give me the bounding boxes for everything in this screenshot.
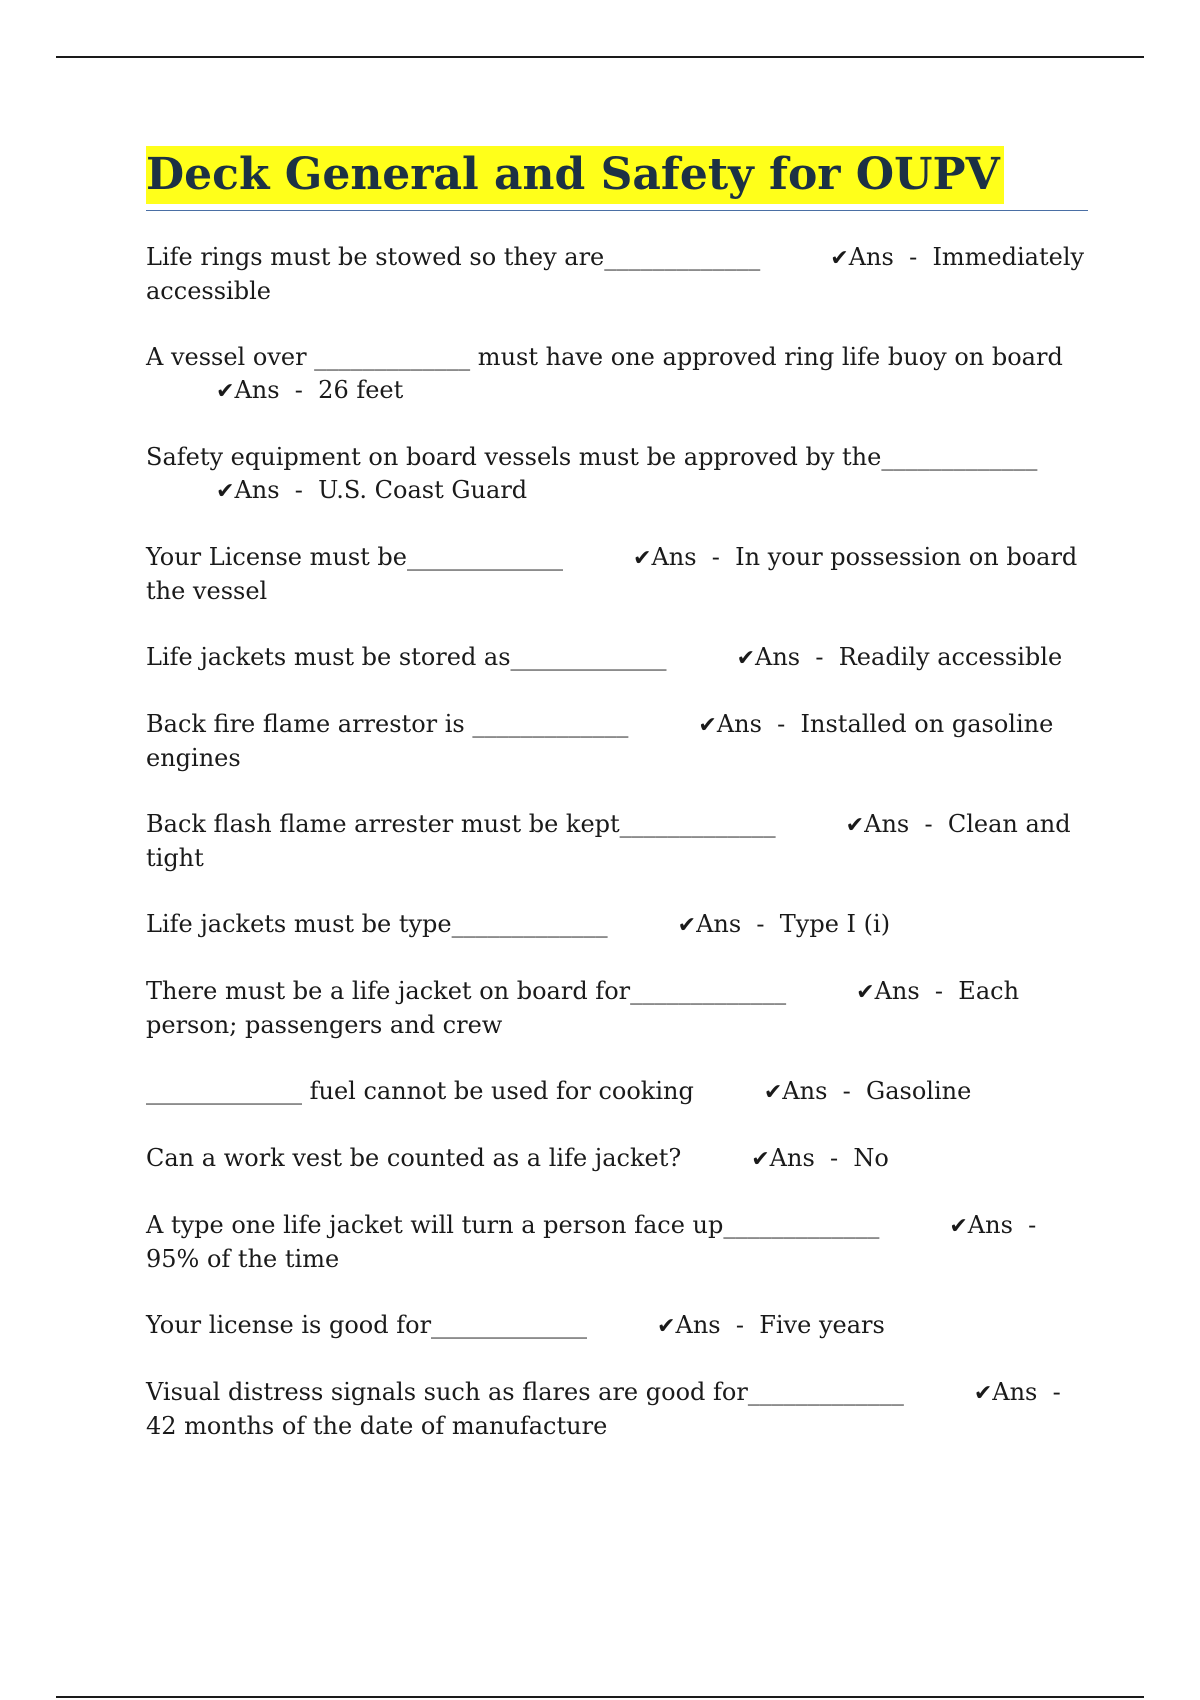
question-text: Back fire flame arrestor is _____________ — [146, 710, 629, 738]
answer-text: U.S. Coast Guard — [318, 476, 528, 504]
qa-item — [146, 975, 1088, 1042]
answer-text: 42 months of the date of manufacture — [146, 1412, 608, 1440]
qa-item — [146, 541, 1088, 608]
answer-text: Clean and tight — [146, 810, 1071, 872]
answer-text: 95% of the time — [146, 1245, 340, 1273]
header-rule — [56, 56, 1144, 58]
question-text: A vessel over _____________ must have one approved ring life buoy on board — [146, 343, 1063, 371]
answer-prefix: Ans - — [651, 543, 736, 571]
answer-prefix: Ans - — [675, 1311, 760, 1339]
checkmark-icon: ✔ — [677, 913, 697, 938]
qa-item — [146, 1142, 1088, 1176]
answer-text: Immediately accessible — [146, 243, 1085, 305]
question-text: Life jackets must be stored as_____________ — [146, 643, 667, 671]
question-text: Back flash flame arrester must be kept_____________ — [146, 810, 776, 838]
question-text: Your License must be_____________ — [146, 543, 563, 571]
checkmark-icon: ✔ — [763, 1080, 783, 1105]
document-body — [146, 146, 1088, 1476]
answer-prefix: Ans - — [696, 910, 780, 938]
question-text: Life rings must be stowed so they are_____________ — [146, 243, 761, 271]
answer-text: No — [853, 1144, 889, 1172]
answer-prefix: Ans - — [234, 376, 319, 404]
question-text: A type one life jacket will turn a person face up_____________ — [146, 1211, 880, 1239]
answer-text: Five years — [759, 1311, 885, 1339]
answer-prefix: Ans - — [716, 710, 801, 738]
qa-item — [146, 1075, 1088, 1109]
checkmark-icon: ✔ — [698, 713, 717, 738]
answer-text: 26 feet — [318, 376, 404, 404]
checkmark-icon: ✔ — [845, 813, 865, 838]
page-title: Deck General and Safety for OUPV — [146, 146, 1004, 204]
question-text: Life jackets must be type_____________ — [146, 910, 608, 938]
answer-prefix: Ans - — [874, 977, 959, 1005]
checkmark-icon: ✔ — [856, 980, 875, 1005]
answer-prefix: Ans - — [848, 243, 933, 271]
answer-text: Readily accessible — [838, 643, 1063, 671]
question-text: Can a work vest be counted as a life jacket? — [146, 1144, 682, 1172]
qa-item — [146, 808, 1088, 875]
qa-item — [146, 1309, 1088, 1343]
answer-prefix: Ans - — [769, 1144, 854, 1172]
answer-text: In your possession on board the vessel — [146, 543, 1078, 605]
qa-item — [146, 1376, 1088, 1443]
checkmark-icon: ✔ — [830, 246, 849, 271]
footer-rule — [56, 1696, 1144, 1698]
question-text: Your license is good for_____________ — [146, 1311, 588, 1339]
checkmark-icon: ✔ — [736, 646, 755, 671]
checkmark-icon: ✔ — [973, 1381, 993, 1406]
answer-text: Each person; passengers and crew — [146, 977, 1020, 1039]
answer-prefix: Ans - — [234, 476, 319, 504]
qa-item — [146, 241, 1088, 308]
answer-text: Type I (i) — [779, 910, 891, 938]
checkmark-icon: ✔ — [751, 1147, 770, 1172]
answer-prefix: Ans - — [967, 1211, 1052, 1239]
qa-item — [146, 1209, 1088, 1276]
question-text: There must be a life jacket on board for_____________ — [146, 977, 787, 1005]
checkmark-icon: ✔ — [216, 479, 235, 504]
answer-prefix: Ans - — [992, 1378, 1076, 1406]
qa-list — [146, 241, 1088, 1443]
answer-prefix: Ans - — [864, 810, 948, 838]
checkmark-icon: ✔ — [633, 546, 652, 571]
title-block — [146, 146, 1088, 211]
checkmark-icon: ✔ — [216, 379, 235, 404]
qa-item — [146, 708, 1088, 775]
checkmark-icon: ✔ — [657, 1314, 676, 1339]
qa-item — [146, 908, 1088, 942]
qa-item — [146, 641, 1088, 675]
question-text: Safety equipment on board vessels must be approved by the_____________ — [146, 443, 1038, 471]
question-text: Visual distress signals such as flares are good for_____________ — [146, 1378, 904, 1406]
qa-item — [146, 441, 1088, 508]
checkmark-icon: ✔ — [949, 1214, 968, 1239]
answer-text: Gasoline — [866, 1077, 972, 1105]
answer-prefix: Ans - — [755, 643, 839, 671]
answer-prefix: Ans - — [782, 1077, 867, 1105]
answer-text: Installed on gasoline engines — [146, 710, 1054, 772]
qa-item — [146, 341, 1088, 408]
question-text: _____________ fuel cannot be used for cooking — [146, 1077, 694, 1105]
